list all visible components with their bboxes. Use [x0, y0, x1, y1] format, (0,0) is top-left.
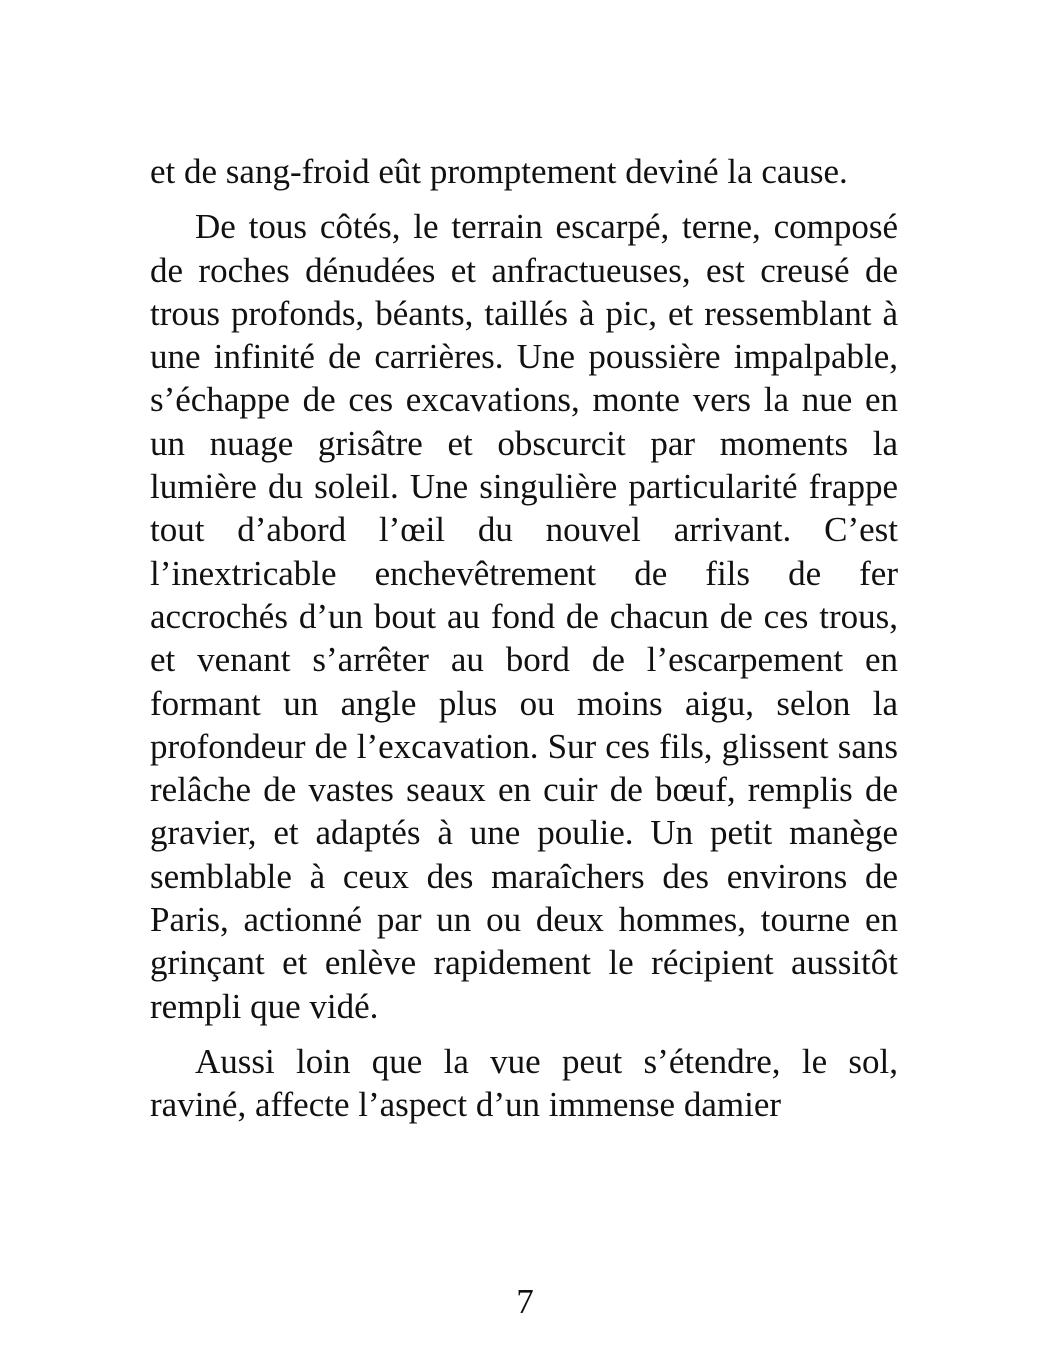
page-body — [150, 150, 898, 1127]
paragraph-terrain-description: De tous côtés, le terrain escarpé, terne, composé de roches dénudées et anfractueuses, est creusé de trous profonds, béants, taillés à pic, et ressemblant à une infinité de carrières. Une poussière impalpable, s’échappe de ces excavations, monte vers la nue en un nuage grisâtre et obscurcit par moments la lumière du soleil. Une singulière particularité frappe tout d’abord l’œil du nouvel arrivant. C’est l’inextricable enchevêtrement de fils de fer accrochés d’un bout au fond de chacun de ces trous, et venant s’arrêter au bord de l’escarpement en formant un angle plus ou moins aigu, selon la profondeur de l’excavation. Sur ces fils, glissent sans relâche de vastes seaux en cuir de bœuf, remplis de gravier, et adaptés à une poulie. Un petit manège semblable à ceux des maraîchers des environs de Paris, actionné par un ou deux hommes, tourne en grinçant et enlève rapidement le récipient aussitôt rempli que vidé. — [150, 207, 898, 1026]
page-number: 7 — [516, 1282, 534, 1321]
paragraph-continuation: et de sang-froid eût promptement deviné la cause. — [150, 152, 848, 191]
paragraph-damier: Aussi loin que la vue peut s’étendre, le sol, raviné, affecte l’aspect d’un immense damier — [150, 1041, 898, 1125]
